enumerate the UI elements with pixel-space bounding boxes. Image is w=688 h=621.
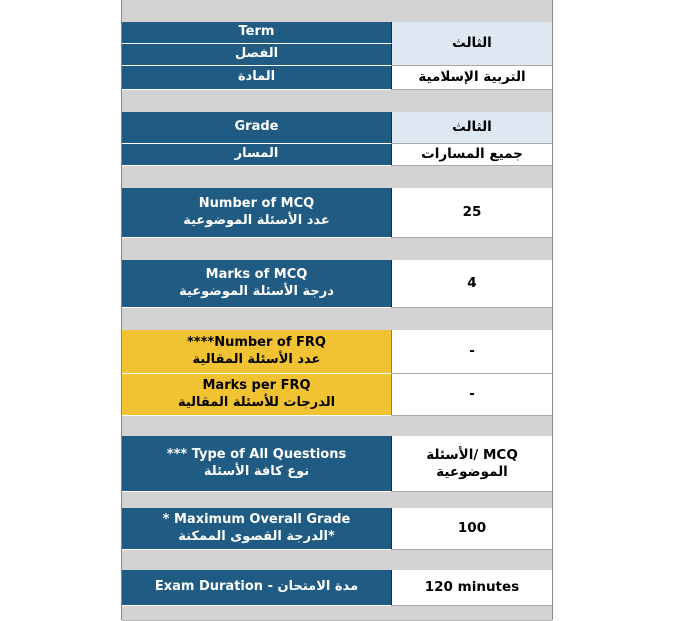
max-grade-label-en: * Maximum Overall Grade (162, 512, 351, 528)
track-value: جميع المسارات (421, 146, 523, 163)
frq-number-value: - (469, 343, 475, 360)
separator-row (122, 416, 552, 437)
subject-label-cell (122, 66, 392, 90)
term-value: الثالث (452, 35, 492, 52)
duration-label-cell (122, 570, 392, 606)
mcq-number-label-cell (122, 188, 392, 238)
mcq-marks-label-cell (122, 260, 392, 308)
duration-label: Exam Duration - مدة الامتحان (154, 579, 359, 595)
question-type-label-cell (122, 436, 392, 492)
term-label-cell (122, 22, 392, 44)
subject-label: المادة (237, 69, 276, 85)
question-type-label-en: *** Type of All Questions (166, 447, 347, 463)
question-type-value-cell (392, 436, 552, 492)
track-value-cell (392, 144, 552, 166)
frq-number-label-cell (122, 330, 392, 374)
frq-marks-value: - (469, 386, 475, 403)
separator-row (122, 492, 552, 509)
max-grade-value: 100 (457, 520, 487, 537)
semester-label-cell (122, 44, 392, 66)
grade-value-cell (392, 112, 552, 144)
subject-value: التربية الإسلامية (418, 69, 526, 86)
max-grade-value-cell (392, 508, 552, 550)
frq-marks-label-cell (122, 374, 392, 416)
separator-row (122, 166, 552, 189)
question-type-value: MCQ /الأسئلة الموضوعية (426, 446, 518, 480)
separator-row (122, 90, 552, 113)
mcq-number-value: 25 (462, 204, 482, 221)
semester-label: الفصل (234, 46, 279, 62)
mcq-marks-label-ar: درجة الأسئلة الموضوعية (179, 283, 334, 299)
term-label: Term (238, 24, 275, 40)
grade-label-cell (122, 112, 392, 144)
subject-value-cell (392, 66, 552, 90)
term-value-cell (392, 22, 552, 66)
exam-specification-table (121, 0, 553, 620)
duration-value-cell (392, 570, 552, 606)
mcq-number-label-en: Number of MCQ (198, 196, 315, 212)
max-grade-label-ar: *الدرجة القصوى الممكنة (178, 528, 335, 544)
mcq-number-value-cell (392, 188, 552, 238)
frq-marks-value-cell (392, 374, 552, 416)
grade-value: الثالث (452, 119, 492, 136)
grade-label: Grade (234, 119, 279, 135)
mcq-marks-value: 4 (467, 275, 477, 292)
track-label-cell (122, 144, 392, 166)
question-type-label-ar: نوع كافة الأسئلة (203, 463, 310, 479)
track-label: المسار (234, 146, 279, 162)
frq-number-label-en: ****Number of FRQ (187, 335, 326, 351)
mcq-marks-value-cell (392, 260, 552, 308)
separator-row (122, 238, 552, 261)
separator-row (122, 0, 552, 23)
frq-number-label-ar: عدد الأسئلة المقالية (192, 351, 321, 367)
frq-marks-label-en: Marks per FRQ (202, 378, 311, 394)
separator-row (122, 550, 552, 571)
mcq-marks-label-en: Marks of MCQ (205, 267, 308, 283)
duration-value: 120 minutes (424, 579, 520, 596)
mcq-number-label-ar: عدد الأسئلة الموضوعية (183, 212, 330, 228)
separator-row (122, 308, 552, 331)
separator-row (122, 606, 552, 621)
frq-number-value-cell (392, 330, 552, 374)
frq-marks-label-ar: الدرجات للأسئلة المقالية (177, 394, 336, 410)
max-grade-label-cell (122, 508, 392, 550)
